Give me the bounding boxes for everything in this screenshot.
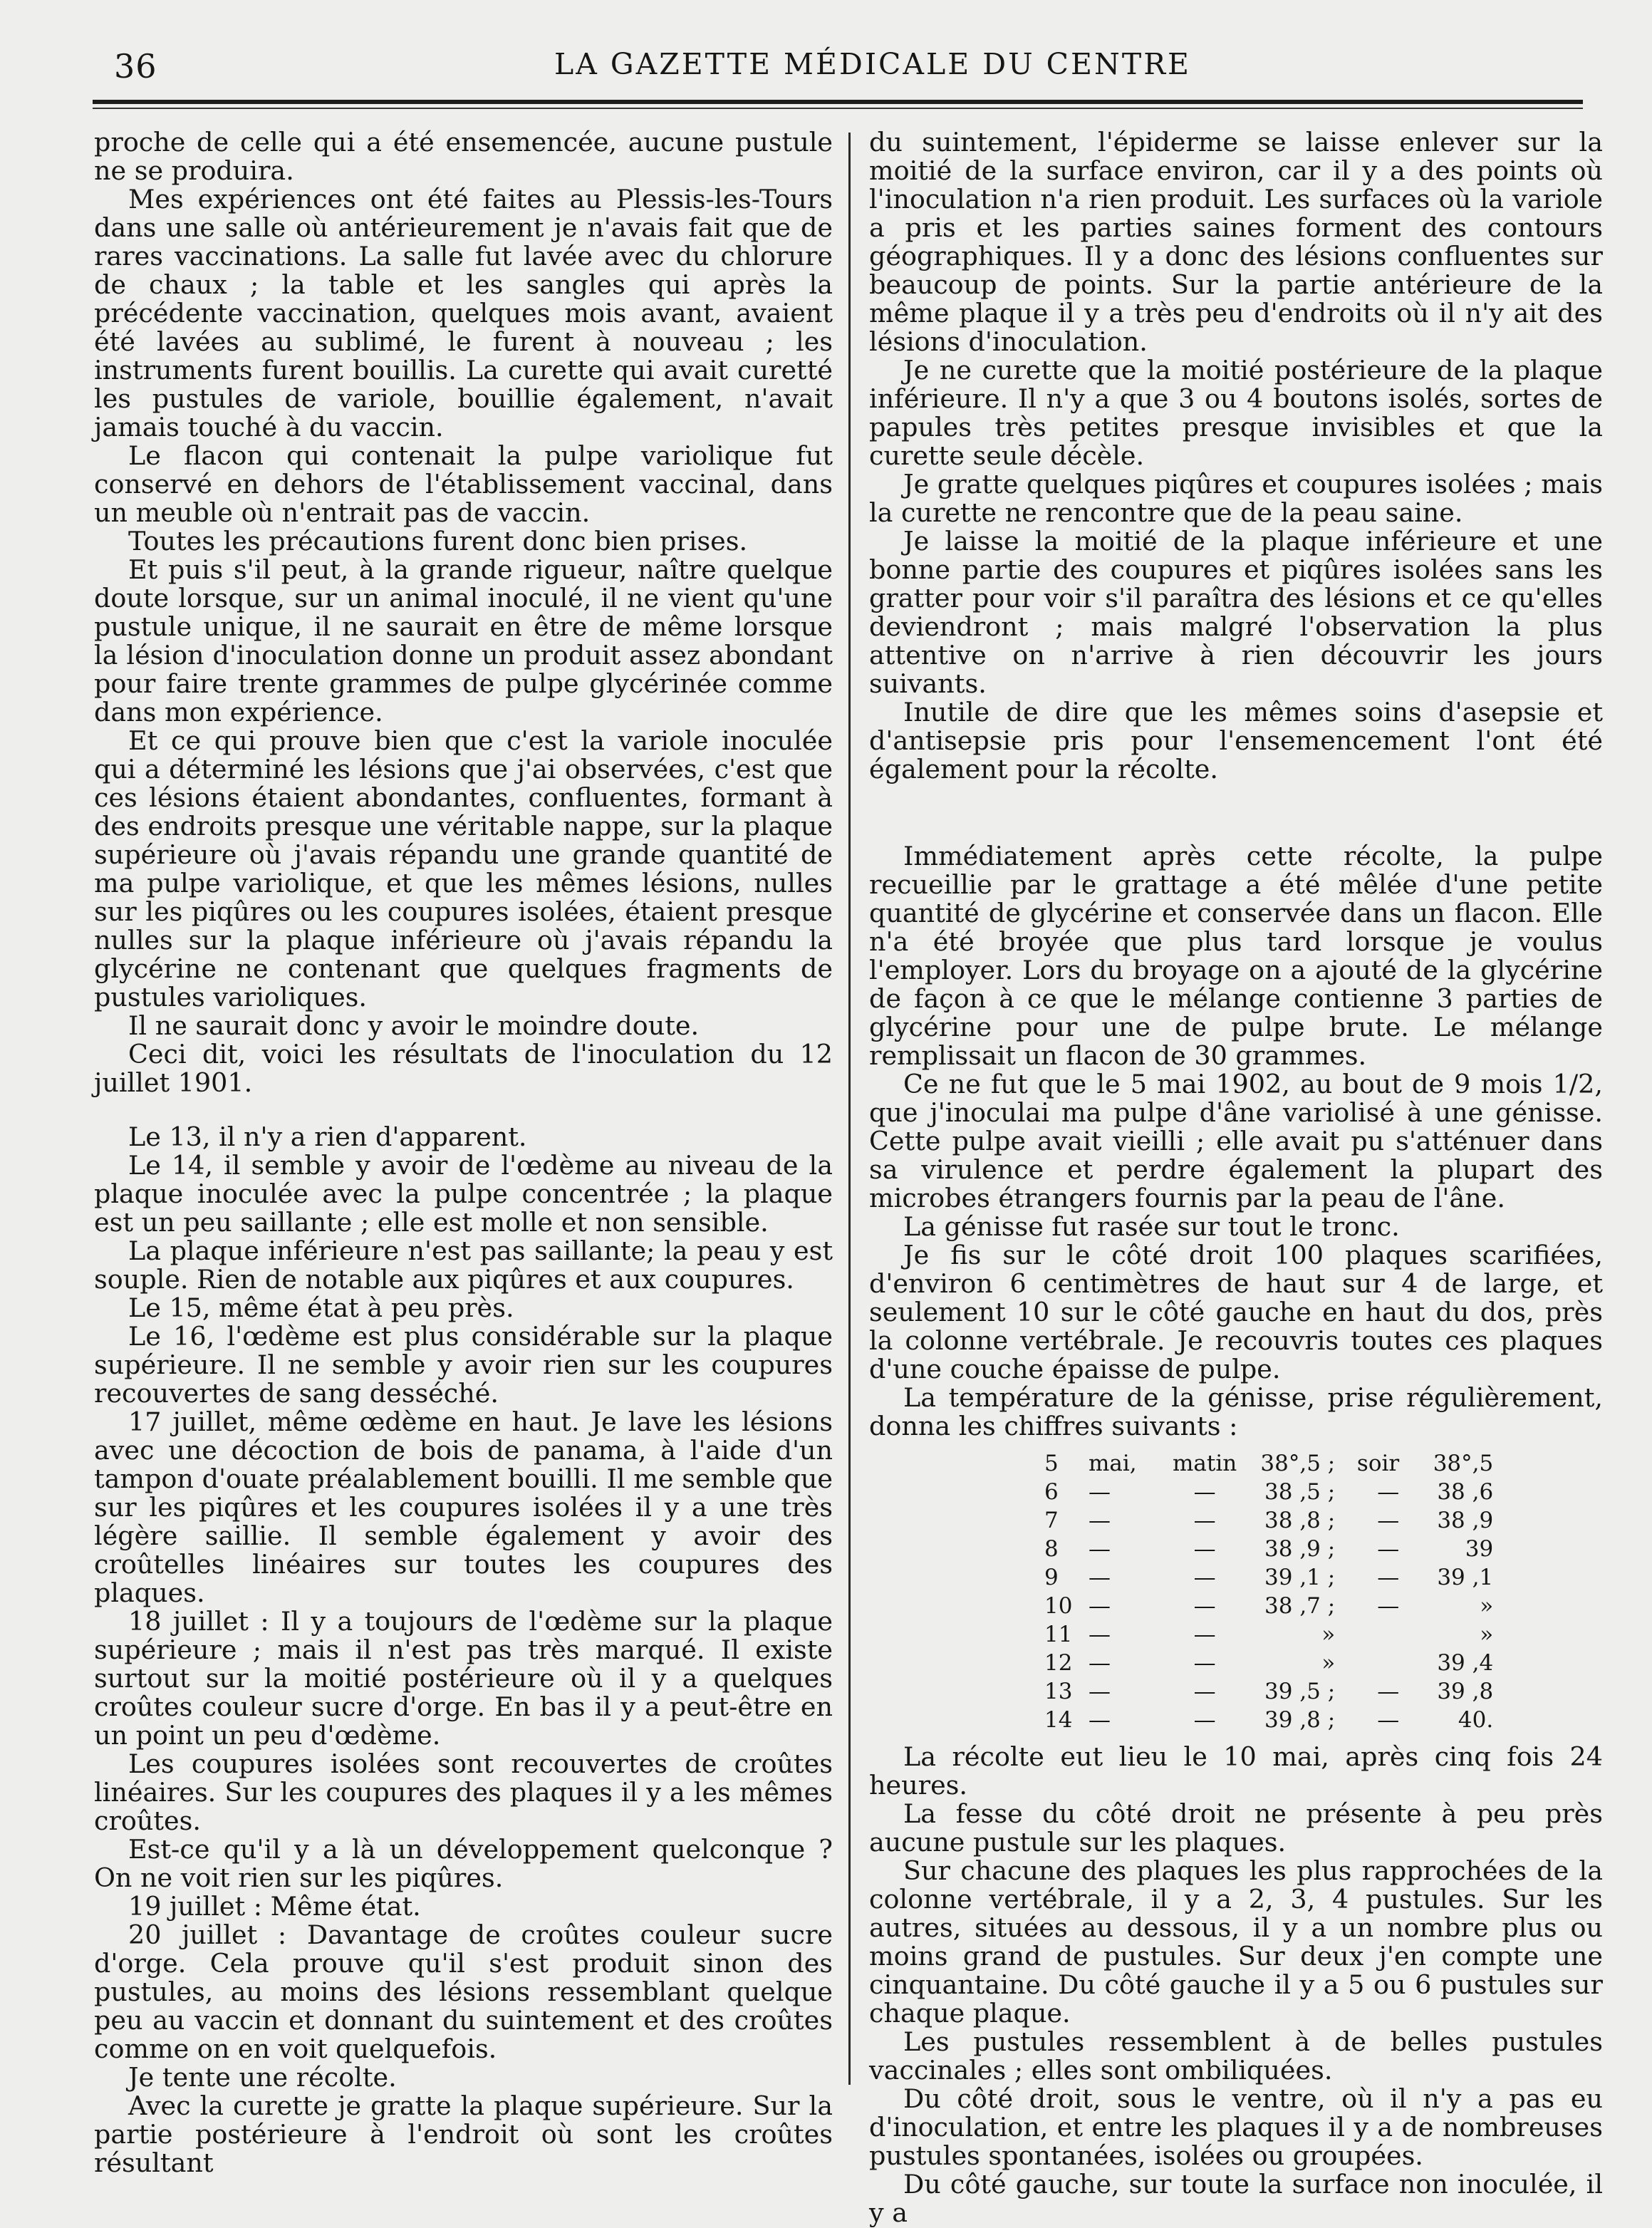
temperature-cell-s1: —	[1377, 1479, 1400, 1505]
temperature-cell-m1: —	[1089, 1508, 1111, 1533]
paragraph: Il ne saurait donc y avoir le moindre doute.	[128, 1010, 700, 1041]
paragraph: 17 juillet, même œdème en haut. Je lave les lésions avec une décoction de bois de panama, à l'aide d'un tampon d'ouate préalablement bouilli. Il me semble que sur les piqûres et les coupures isolées il y a une très légère saillie. Il semble également y avoir des croûtelles linéaires sur toutes les coupures des plaques.	[94, 1406, 833, 1608]
paragraph: Les pustules ressemblent à de belles pustules vaccinales ; elles sont ombiliquées.	[869, 2026, 1603, 2085]
temperature-cell-evening: 39 ,1	[1437, 1565, 1494, 1590]
paragraph: Le flacon qui contenait la pulpe variolique fut conservé en dehors de l'établissement vaccinal, dans un meuble où n'entrait pas de vaccin.	[94, 440, 833, 528]
temperature-row	[1044, 1535, 1493, 1563]
temperature-row	[1044, 1706, 1493, 1734]
temperature-cell-m2: —	[1193, 1650, 1216, 1676]
paragraph: Je fis sur le côté droit 100 plaques scarifiées, d'environ 6 centimètres de haut sur 4 de large, et seulement 10 sur le côté gauche en haut du dos, près la colonne vertébrale. Je recouvris toutes ces plaques d'une couche épaisse de pulpe.	[869, 1240, 1603, 1384]
temperature-row	[1044, 1506, 1493, 1535]
paragraph: 20 juillet : Davantage de croûtes couleur sucre d'orge. Cela prouve qu'il s'est produit sinon des pustules, au moins des lésions ressemblant quelque peu au vaccin et donnant du suintement et des croûtes comme on en voit quelquefois.	[94, 1919, 833, 2064]
temperature-cell-morning: 38 ,5 ;	[1264, 1479, 1336, 1505]
temperature-cell-m2: —	[1193, 1622, 1216, 1647]
temperature-row	[1044, 1620, 1493, 1649]
paragraph: Mes expériences ont été faites au Plessis-les-Tours dans une salle où antérieurement je n'avais fait que de rares vaccinations. La salle fut lavée avec du chlorure de chaux ; la table et les sangles qui après la précédente vaccination, quelques mois avant, avaient été lavées au sublimé, le furent à nouveau ; les instruments furent bouillis. La curette qui avait curetté les pustules de variole, bouillie également, n'avait jamais touché à du vaccin.	[94, 184, 833, 442]
paragraph: 19 juillet : Même état.	[128, 1891, 421, 1922]
paragraph: La récolte eut lieu le 10 mai, après cinq fois 24 heures.	[869, 1741, 1603, 1800]
column-divider	[848, 133, 851, 2085]
temperature-cell-m2: —	[1193, 1679, 1216, 1704]
paragraph: 18 juillet : Il y a toujours de l'œdème sur la plaque supérieure ; mais il n'est pas très marqué. Il existe surtout sur la moitié postérieure où il y a quelques croûtes couleur sucre d'orge. En bas il y a peut-être en un point un peu d'œdème.	[94, 1606, 833, 1751]
temperature-cell-evening: »	[1480, 1593, 1494, 1619]
right-column-bottom	[869, 1743, 1603, 2227]
right-column-top	[869, 128, 1603, 1441]
paragraph: Je ne curette que la moitié postérieure de la plaque inférieure. Il n'y a que 3 ou 4 boutons isolés, sortes de papules très petites presque invisibles et que la curette seule décèle.	[869, 355, 1603, 471]
temperature-row	[1044, 1649, 1493, 1677]
temperature-cell-morning: 38 ,9 ;	[1264, 1536, 1336, 1562]
temperature-cell-morning: 39 ,1 ;	[1264, 1565, 1336, 1590]
temperature-cell-s1	[1335, 1649, 1399, 1677]
temperature-cell-m1: —	[1089, 1622, 1111, 1647]
temperature-cell-morning: »	[1321, 1650, 1336, 1676]
temperature-cell-s1: —	[1377, 1536, 1400, 1562]
paragraph: La fesse du côté droit ne présente à peu près aucune pustule sur les plaques.	[869, 1798, 1603, 1857]
temperature-cell-evening: »	[1480, 1622, 1494, 1647]
temperature-cell-s1: soir	[1356, 1451, 1400, 1476]
paragraph: Le 15, même état à peu près.	[128, 1292, 514, 1323]
temperature-cell-m1: —	[1089, 1479, 1111, 1505]
temperature-cell-day: 9	[1044, 1565, 1059, 1590]
temperature-cell-evening: 38 ,6	[1437, 1479, 1494, 1505]
temperature-cell-m2: —	[1193, 1536, 1216, 1562]
temperature-cell-morning: 38°,5 ;	[1260, 1451, 1336, 1476]
header-rule-thin	[93, 108, 1583, 109]
paragraph: Le 14, il semble y avoir de l'œdème au niveau de la plaque inoculée avec la pulpe concentrée ; la plaque est un peu saillante ; elle est molle et non sensible.	[94, 1150, 833, 1238]
temperature-cell-day: 10	[1044, 1593, 1073, 1619]
temperature-cell-day: 13	[1044, 1679, 1073, 1704]
temperature-cell-morning: 39 ,8 ;	[1264, 1707, 1336, 1733]
temperature-row	[1044, 1677, 1493, 1706]
temperature-row	[1044, 1449, 1493, 1478]
paragraph-spacer	[94, 1097, 833, 1123]
temperature-cell-s1: —	[1377, 1565, 1400, 1590]
left-column	[94, 128, 833, 2177]
temperature-cell-s1	[1335, 1620, 1399, 1649]
temperature-cell-m1: mai,	[1089, 1451, 1137, 1476]
paragraph: Et puis s'il peut, à la grande rigueur, naître quelque doute lorsque, sur un animal inoculé, il ne vient qu'une pustule unique, il ne saurait en être de même lorsque la lésion d'inoculation donne un produit assez abondant pour faire trente grammes de pulpe glycérinée comme dans mon expérience.	[94, 554, 833, 727]
temperature-cell-day: 5	[1044, 1451, 1059, 1476]
temperature-cell-morning: 38 ,8 ;	[1264, 1508, 1336, 1533]
paragraph: Les coupures isolées sont recouvertes de croûtes linéaires. Sur les coupures des plaques il y a les mêmes croûtes.	[94, 1748, 833, 1836]
temperature-cell-evening: 39 ,4	[1437, 1650, 1494, 1676]
temperature-cell-evening: 39	[1465, 1536, 1494, 1562]
temperature-cell-s1: —	[1377, 1593, 1400, 1619]
paragraph: Du côté droit, sous le ventre, où il n'y a pas eu d'inoculation, et entre les plaques il y a de nombreuses pustules spontanées, isolées ou groupées.	[869, 2083, 1603, 2171]
paragraph: Toutes les précautions furent donc bien prises.	[128, 526, 748, 556]
paragraph: Et ce qui prouve bien que c'est la variole inoculée qui a déterminé les lésions que j'ai observées, c'est que ces lésions étaient abondantes, confluentes, formant à des endroits presque une véritable nappe, sur la plaque supérieure où j'avais répandu une grande quantité de ma pulpe variolique, et que les mêmes lésions, nulles sur les piqûres ou les coupures isolées, étaient presque nulles sur la plaque inférieure où j'avais répandu la glycérine ne contenant que quelques fragments de pustules varioliques.	[94, 725, 833, 1012]
temperature-cell-s1: —	[1377, 1508, 1400, 1533]
temperature-cell-m2: —	[1193, 1508, 1216, 1533]
paragraph: Je gratte quelques piqûres et coupures isolées ; mais la curette ne rencontre que de la peau saine.	[869, 469, 1603, 528]
paragraph: La plaque inférieure n'est pas saillante; la peau y est souple. Rien de notable aux piqûres et aux coupures.	[94, 1235, 833, 1295]
temperature-cell-morning: 38 ,7 ;	[1264, 1593, 1336, 1619]
paragraph: Immédiatement après cette récolte, la pulpe recueillie par le grattage a été mêlée d'une petite quantité de glycérine et conservée dans un flacon. Elle n'a été broyée que plus tard lorsque je voulus l'employer. Lors du broyage on a ajouté de la glycérine de façon à ce que le mélange contienne 3 parties de glycérine pour une de pulpe brute. Le mélange remplissait un flacon de 30 grammes.	[869, 841, 1603, 1071]
right-column	[869, 128, 1603, 2227]
temperature-cell-day: 14	[1044, 1707, 1073, 1733]
temperature-cell-m1: —	[1089, 1679, 1111, 1704]
temperature-cell-m2: matin	[1173, 1451, 1237, 1476]
paragraph: proche de celle qui a été ensemencée, aucune pustule ne se produira.	[94, 127, 833, 186]
paragraph: Avec la curette je gratte la plaque supérieure. Sur la partie postérieure à l'endroit où sont les croûtes résultant	[94, 2090, 833, 2178]
temperature-cell-m2: —	[1193, 1479, 1216, 1505]
temperature-row	[1044, 1563, 1493, 1592]
temperature-cell-day: 12	[1044, 1650, 1073, 1676]
temperature-cell-m2: —	[1193, 1707, 1216, 1733]
paragraph: Je laisse la moitié de la plaque inférieure et une bonne partie des coupures et piqûres isolées sans les gratter pour voir s'il paraîtra des lésions et ce qu'elles deviendront ; mais malgré l'observation la plus attentive on n'arrive à rien découvrir les jours suivants.	[869, 526, 1603, 699]
temperature-row	[1044, 1592, 1493, 1620]
temperature-cell-s1: —	[1377, 1679, 1400, 1704]
temperature-cell-s1: —	[1377, 1707, 1400, 1733]
paragraph: Le 13, il n'y a rien d'apparent.	[128, 1121, 527, 1152]
temperature-cell-evening: 38°,5	[1433, 1451, 1494, 1476]
paragraph: Du côté gauche, sur toute la surface non inoculée, il y a	[869, 2169, 1603, 2228]
paragraph: La température de la génisse, prise régulièrement, donna les chiffres suivants :	[869, 1382, 1603, 1441]
temperature-cell-m1: —	[1089, 1565, 1111, 1590]
paragraph: Sur chacune des plaques les plus rapprochées de la colonne vertébrale, il y a 2, 3, 4 pustules. Sur les autres, situées au dessous, il y a un nombre plus ou moins grand de pustules. Sur deux j'en compte une cinquantaine. Du côté gauche il y a 5 ou 6 pustules sur chaque plaque.	[869, 1855, 1603, 2028]
temperature-cell-m1: —	[1089, 1650, 1111, 1676]
temperature-cell-m2: —	[1193, 1593, 1216, 1619]
temperature-cell-day: 7	[1044, 1508, 1059, 1533]
header-rule	[93, 100, 1583, 104]
page-number: 36	[114, 47, 157, 86]
temperature-cell-m1: —	[1089, 1536, 1111, 1562]
temperature-cell-m2: —	[1193, 1565, 1216, 1590]
paragraph: La génisse fut rasée sur tout le tronc.	[903, 1211, 1400, 1242]
paragraph: Je tente une récolte.	[128, 2062, 397, 2093]
temperature-cell-day: 11	[1044, 1622, 1073, 1647]
temperature-cell-morning: 39 ,5 ;	[1264, 1679, 1336, 1704]
temperature-cell-m1: —	[1089, 1707, 1111, 1733]
paragraph: Est-ce qu'il y a là un développement quelconque ? On ne voit rien sur les piqûres.	[94, 1834, 833, 1893]
temperature-cell-m1: —	[1089, 1593, 1111, 1619]
paragraph: du suintement, l'épiderme se laisse enlever sur la moitié de la surface environ, car il y a des points où l'inoculation n'a rien produit. Les surfaces où la variole a pris et les parties saines forment des contours géographiques. Il y a donc des lésions confluentes sur beaucoup de points. Sur la partie antérieure de la même plaque il y a très peu d'endroits où il n'y ait des lésions d'inoculation.	[869, 127, 1603, 357]
temperature-cell-evening: 40.	[1458, 1707, 1494, 1733]
temperature-cell-day: 6	[1044, 1479, 1059, 1505]
paragraph: Le 16, l'œdème est plus considérable sur la plaque supérieure. Il ne semble y avoir rien sur les coupures recouvertes de sang desséché.	[94, 1321, 833, 1409]
paragraph-spacer	[869, 784, 1603, 842]
temperature-table	[1044, 1449, 1493, 1734]
paragraph: Ceci dit, voici les résultats de l'inoculation du 12 juillet 1901.	[94, 1039, 833, 1098]
temperature-row	[1044, 1478, 1493, 1506]
temperature-cell-evening: 38 ,9	[1437, 1508, 1494, 1533]
temperature-cell-evening: 39 ,8	[1437, 1679, 1494, 1704]
paragraph: Ce ne fut que le 5 mai 1902, au bout de 9 mois 1/2, que j'inoculai ma pulpe d'âne variolisé à une génisse. Cette pulpe avait vieilli ; elle avait pu s'atténuer dans sa virulence et perdre également la plupart des microbes étrangers fournis par la peau de l'âne.	[869, 1069, 1603, 1213]
temperature-cell-day: 8	[1044, 1536, 1059, 1562]
running-head-title: LA GAZETTE MÉDICALE DU CENTRE	[554, 47, 1191, 81]
paragraph: Inutile de dire que les mêmes soins d'asepsie et d'antisepsie pris pour l'ensemencement l'ont été également pour la récolte.	[869, 697, 1603, 784]
temperature-cell-morning: »	[1321, 1622, 1336, 1647]
